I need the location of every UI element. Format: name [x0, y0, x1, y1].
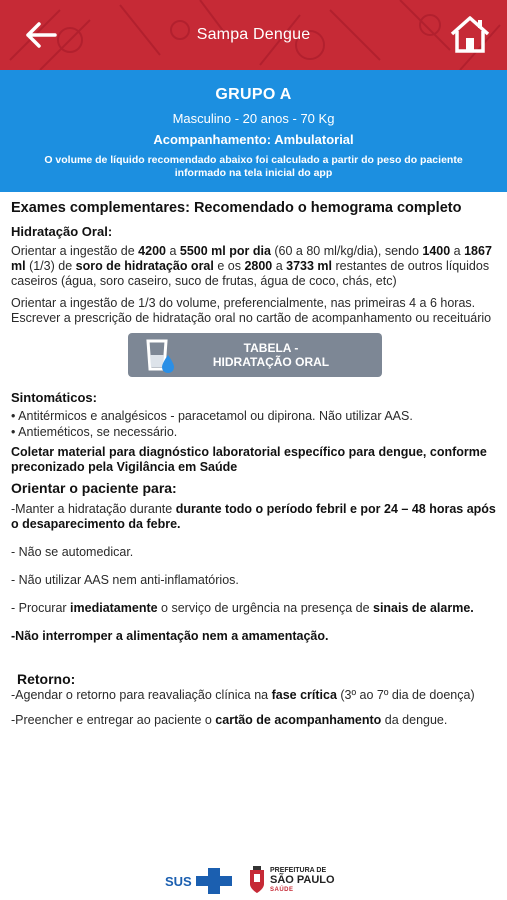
app-header — [0, 0, 507, 70]
home-icon[interactable] — [449, 14, 491, 54]
retorno-heading: Retorno: — [17, 671, 76, 687]
exames-heading: Exames complementares: Recomendado o hemograma completo — [11, 200, 462, 216]
hidratacao-paragraph-2: Orientar a ingestão de 1/3 do volume, preferencialmente, nas primeiras 4 a 6 horas. Escrever a prescrição de hidratação oral no cartão de acompanhamento ou receituário — [11, 296, 492, 325]
hidratacao-heading: Hidratação Oral: — [11, 224, 113, 239]
hidratacao-paragraph-1: Orientar a ingestão de 4200 a 5500 ml por dia (60 a 80 ml/kg/dia), sendo 1400 a 1867 ml (1/3) de soro de hidratação oral e os 2800 a 3733 ml restantes de outros líquidos caseiros (água, soro caseiro, suco de frutas, água de coco, chás, etc) — [11, 244, 492, 288]
group-banner — [0, 70, 507, 192]
tabela-hidratacao-button[interactable] — [128, 333, 382, 377]
patient-info: Masculino - 20 anos - 70 Kg — [172, 111, 335, 126]
tabela-button-label: TABELA - HIDRATAÇÃO ORAL — [212, 341, 330, 369]
retorno-item: -Agendar o retorno para reavaliação clínica na fase crítica (3º ao 7º dia de doença) — [11, 688, 475, 702]
cross-icon — [194, 866, 234, 896]
list-item: • Antitérmicos e analgésicos - paracetamol ou dipirona. Não utilizar AAS. — [11, 409, 413, 423]
orientar-item: - Não se automedicar. — [11, 545, 134, 559]
orientar-item: - Procurar imediatamente o serviço de urgência na presença de sinais de alarme. — [11, 601, 474, 615]
main-content — [11, 200, 497, 738]
group-title: GRUPO A — [215, 86, 292, 103]
sintomaticos-heading: Sintomáticos: — [11, 390, 97, 405]
list-item: • Antieméticos, se necessário. — [11, 425, 178, 439]
volume-note: O volume de líquido recomendado abaixo foi calculado a partir do peso do paciente informado na tela inicial do app — [44, 154, 463, 179]
prefeitura-logo: PREFEITURA DE SÃO PAULO SAÚDE — [248, 866, 335, 894]
sintomaticos-list — [11, 409, 497, 440]
retorno-item: -Preencher e entregar ao paciente o cartão de acompanhamento da dengue. — [11, 713, 448, 727]
app-title: Sampa Dengue — [196, 26, 311, 43]
orientar-item: -Não interromper a alimentação nem a amamentação. — [11, 629, 329, 643]
coletar-text: Coletar material para diagnóstico laboratorial específico para dengue, conforme preconizado pela Vigilância em Saúde — [11, 445, 487, 474]
orientar-item: - Não utilizar AAS nem anti-inflamatórios. — [11, 573, 239, 587]
acompanhamento-label: Acompanhamento: Ambulatorial — [153, 132, 354, 147]
footer-logos — [0, 862, 507, 900]
sus-logo: SUS — [165, 866, 234, 896]
glass-water-drop-icon — [128, 333, 184, 377]
orientar-heading: Orientar o paciente para: — [11, 480, 177, 496]
city-crest-icon — [248, 866, 266, 894]
orientar-item: -Manter a hidratação durante durante todo o período febril e por 24 – 48 horas após o desaparecimento da febre. — [11, 502, 496, 531]
